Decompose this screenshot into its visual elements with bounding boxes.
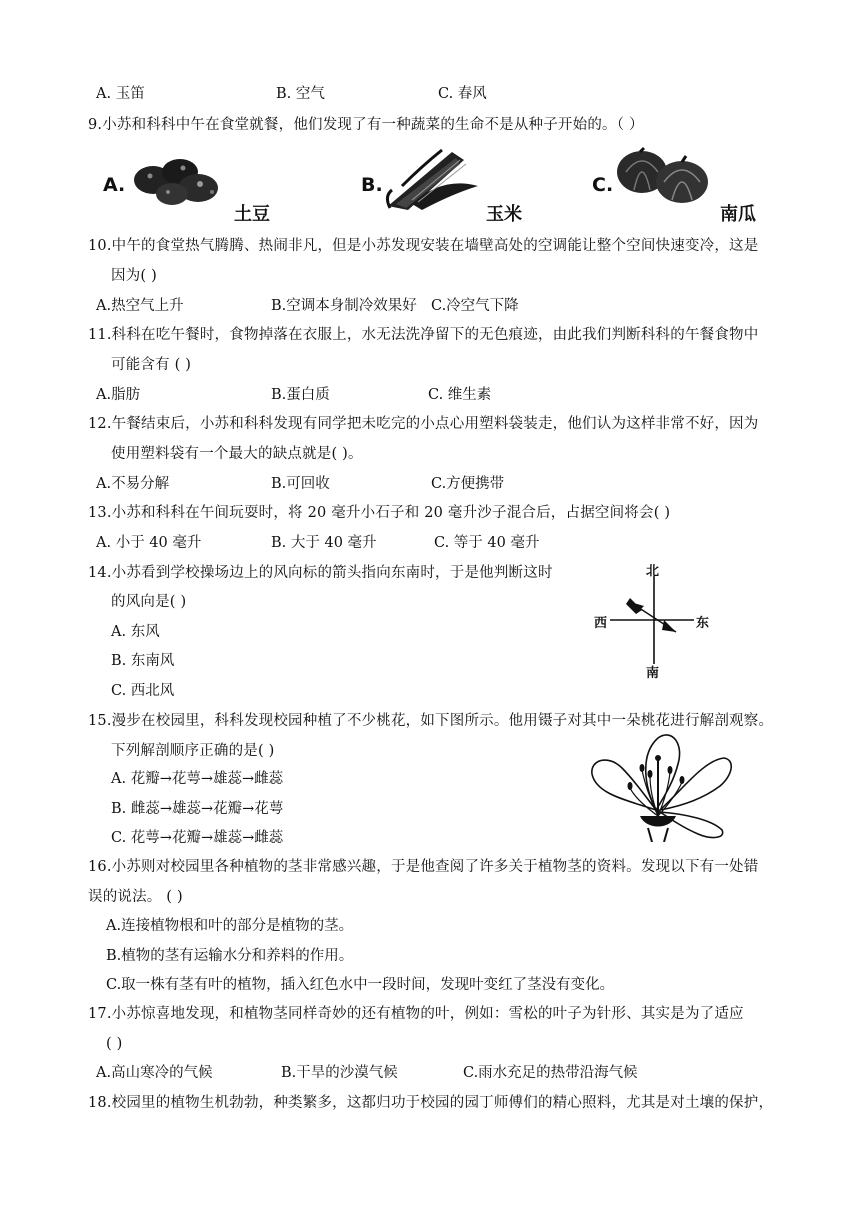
- option-a: A. 东风: [111, 624, 160, 640]
- option-b-letter: B.: [361, 174, 383, 196]
- option-a-letter: A.: [103, 174, 126, 196]
- pumpkin-icon: [612, 146, 712, 206]
- option-b: B.干旱的沙漠气候: [281, 1065, 398, 1081]
- option-a-name: 土豆: [234, 204, 270, 225]
- wind-vane-diagram: [590, 560, 720, 680]
- question-16-continued: 误的说法。 ( ): [88, 889, 183, 905]
- option-b-name: 玉米: [486, 204, 522, 225]
- question-17-continued: ( ): [106, 1036, 123, 1052]
- question-16: 16.小苏则对校园里各种植物的茎非常感兴趣，于是他查阅了许多关于植物茎的资料。发现以下有一处错: [88, 859, 759, 875]
- peach-flower-diagram: [586, 730, 734, 842]
- option-a: A.不易分解: [96, 476, 170, 492]
- question-11-continued: 可能含有 ( ): [111, 357, 192, 373]
- option-a: A.连接植物根和叶的部分是植物的茎。: [106, 918, 354, 934]
- option-a: A. 花瓣→花萼→雄蕊→雌蕊: [111, 771, 284, 787]
- option-b: B. 东南风: [111, 653, 175, 669]
- option-c: C. 春风: [438, 86, 487, 102]
- option-c: C.方便携带: [431, 476, 505, 492]
- option-b: B.蛋白质: [271, 387, 330, 403]
- compass-west: 西: [594, 616, 608, 631]
- option-b: B. 大于 40 毫升: [271, 535, 377, 551]
- question-10: 10.中午的食堂热气腾腾、热闹非凡，但是小苏发现安装在墙壁高处的空调能让整个空间快速变冷，这是: [88, 238, 759, 254]
- option-a: A. 玉笛: [96, 86, 145, 102]
- compass-east: 东: [696, 616, 710, 631]
- question-9: 9.小苏和科科中午在食堂就餐，他们发现了有一种蔬菜的生命不是从种子开始的。（ ）: [88, 117, 644, 133]
- option-c-name: 南瓜: [720, 204, 756, 225]
- option-a: A. 小于 40 毫升: [96, 535, 202, 551]
- question-12: 12.午餐结束后，小苏和科科发现有同学把未吃完的小点心用塑料袋装走，他们认为这样非常不好，因为: [88, 416, 759, 432]
- option-b: B.空调本身制冷效果好: [271, 298, 417, 314]
- option-c-letter: C.: [592, 174, 614, 196]
- option-c: C. 西北风: [111, 683, 175, 699]
- compass-south: 南: [646, 666, 660, 681]
- option-a: A.脂肪: [96, 387, 141, 403]
- question-10-continued: 因为( ): [111, 268, 157, 284]
- question-18: 18.校园里的植物生机勃勃，种类繁多，这都归功于校园的园丁师傅们的精心照料，尤其是对土壤的保护，: [88, 1095, 774, 1111]
- question-15-continued: 下列解剖顺序正确的是( ): [111, 743, 275, 759]
- question-12-continued: 使用塑料袋有一个最大的缺点就是( )。: [111, 446, 363, 462]
- question-17: 17.小苏惊喜地发现，和植物茎同样奇妙的还有植物的叶，例如：雪松的叶子为针形、其实是为了适应: [88, 1006, 744, 1022]
- option-a: A.高山寒冷的气候: [96, 1065, 213, 1081]
- option-b: B. 空气: [276, 86, 325, 102]
- question-13: 13.小苏和科科在午间玩耍时，将 20 毫升小石子和 20 毫升沙子混合后，占据空间将会( ): [88, 505, 671, 521]
- option-c: C. 维生素: [428, 387, 492, 403]
- option-b: B.可回收: [271, 476, 330, 492]
- option-a: A.热空气上升: [96, 298, 184, 314]
- potato-icon: [128, 150, 228, 210]
- option-c: C.冷空气下降: [431, 298, 519, 314]
- compass-north: 北: [646, 564, 660, 579]
- question-14-continued: 的风向是( ): [111, 594, 187, 610]
- corn-icon: [382, 146, 482, 212]
- option-c: C.取一株有茎有叶的植物，插入红色水中一段时间，发现叶变红了茎没有变化。: [106, 977, 615, 993]
- option-c: C.雨水充足的热带沿海气候: [463, 1065, 638, 1081]
- option-b: B.植物的茎有运输水分和养料的作用。: [106, 948, 354, 964]
- question-14: 14.小苏看到学校操场边上的风向标的箭头指向东南时，于是他判断这时: [88, 565, 553, 581]
- option-c: C. 等于 40 毫升: [434, 535, 540, 551]
- option-c: C. 花萼→花瓣→雄蕊→雌蕊: [111, 830, 284, 846]
- question-11: 11.科科在吃午餐时，食物掉落在衣服上，水无法洗净留下的无色痕迹，由此我们判断科科的午餐食物中: [88, 327, 759, 343]
- question-15: 15.漫步在校园里，科科发现校园种植了不少桃花，如下图所示。他用镊子对其中一朵桃花进行解剖观察。: [88, 713, 774, 729]
- option-b: B. 雌蕊→雄蕊→花瓣→花萼: [111, 801, 284, 817]
